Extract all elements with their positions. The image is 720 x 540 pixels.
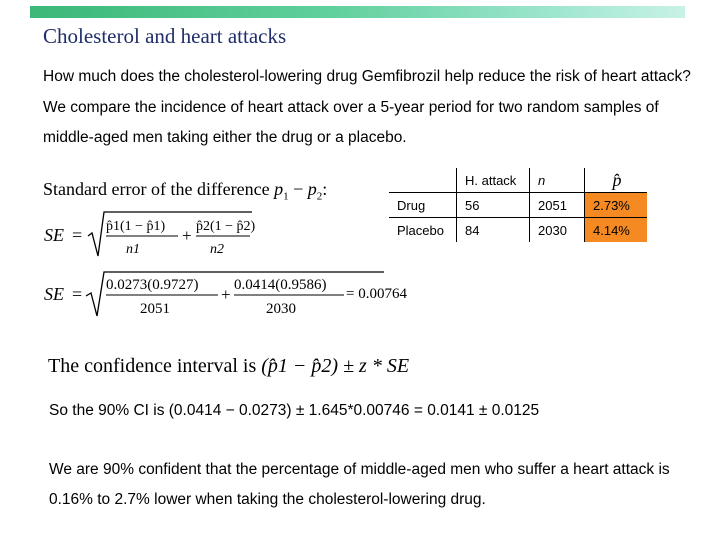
conclusion-paragraph: We are 90% confident that the percentage of middle-aged men who suffer a heart attack is 0.16% to 2.7% lower when taking the cholesterol-lowering drug. [49,461,670,508]
se-numeric-term2-den: 2030 [266,301,296,317]
se-numeric-lhs: SE [44,284,64,304]
table-cell: Placebo [389,218,457,243]
table-header-cell [530,168,585,193]
se-general-eq: = [72,225,83,245]
table-row [389,218,647,243]
se-label-prefix: Standard error of the difference [43,179,275,199]
table-row [389,193,647,218]
se-general-term1-den: n1 [126,242,140,257]
se-numeric-plus: + [221,285,231,304]
se-general-formula [44,206,274,264]
standard-error-label [43,179,327,203]
se-label-p2: p [307,179,317,199]
table-cell: Drug [389,193,457,218]
data-table [389,168,647,242]
table-header-cell [389,168,457,193]
ci-line-text: The confidence interval is [48,355,257,377]
se-general-lhs: SE [44,225,64,245]
table-header-n: n [538,172,546,188]
se-numeric-result: = 0.00764 [346,286,407,302]
se-general-plus: + [182,226,192,245]
table-cell: 84 [457,218,530,243]
se-numeric-term2-num: 0.0414(0.9586) [234,277,327,293]
se-label-minus: − [288,179,308,199]
se-label-p1: p [274,179,284,199]
table-cell: 4.14% [585,218,648,243]
intro-paragraph: How much does the cholesterol-lowering drug Gemfibrozil help reduce the risk of heart attack? We compare the incidence of heart attack over a 5-year period for two random samples of middle-aged men taking either the drug or a placebo. [43,68,691,146]
title-accent-bar [30,6,685,18]
ci-result-text: So the 90% CI is (0.0414 − 0.0273) ± 1.645*0.00746 = 0.0141 ± 0.0125 [49,402,540,419]
table-header-cell [585,168,648,193]
table-cell: 2030 [530,218,585,243]
table-cell: 2051 [530,193,585,218]
se-label-suffix: : [322,179,328,199]
se-general-term1-num: p̂1(1 − p̂1) [106,219,166,234]
se-label-sub2: 2 [316,190,323,203]
table-header-cell: H. attack [457,168,530,193]
se-numeric-eq: = [72,284,83,304]
se-numeric-formula [44,268,434,322]
confidence-interval-formula [48,355,409,378]
se-label-sub1: 1 [283,190,289,203]
table-header-row [389,168,647,193]
table-header-phat: p̂ [612,169,622,190]
se-numeric-term1-den: 2051 [140,301,170,317]
se-general-term2-num: p̂2(1 − p̂2) [196,219,256,234]
se-numeric-term1-num: 0.0273(0.9727) [106,277,199,293]
ci-line-expr: (p̂1 − p̂2) ± z * SE [261,355,410,377]
slide-title: Cholesterol and heart attacks [43,24,287,48]
table-cell: 56 [457,193,530,218]
se-general-term2-den: n2 [210,242,224,257]
table-cell: 2.73% [585,193,648,218]
